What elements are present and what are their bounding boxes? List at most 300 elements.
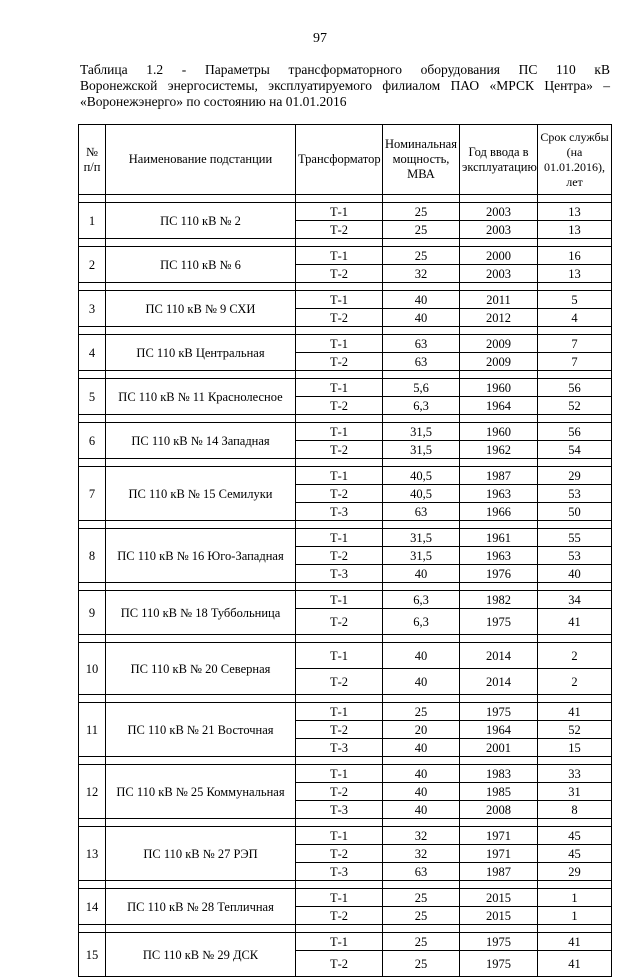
power-cell: 63: [383, 335, 460, 353]
year-cell: 1987: [460, 863, 538, 881]
substation-name: ПС 110 кВ № 9 СХИ: [106, 291, 296, 327]
header-name: Наименование подстанции: [106, 125, 296, 195]
substation-group: [79, 203, 612, 239]
caption-line-1: Таблица 1.2 - Параметры трансформаторного оборудования ПС 110 кВ: [80, 62, 610, 77]
substation-group: [79, 379, 612, 415]
spacer-cell: [538, 415, 612, 423]
transformer-cell: Т-1: [296, 467, 383, 485]
spacer-cell: [296, 881, 383, 889]
power-cell: 31,5: [383, 529, 460, 547]
spacer-cell: [79, 239, 106, 247]
spacer-row: [79, 371, 612, 379]
spacer-cell: [296, 195, 383, 203]
transformer-cell: Т-1: [296, 643, 383, 669]
substation-group: [79, 529, 612, 583]
year-cell: 1976: [460, 565, 538, 583]
service-life-cell: 54: [538, 441, 612, 459]
power-cell: 31,5: [383, 423, 460, 441]
spacer-cell: [538, 239, 612, 247]
year-cell: 2001: [460, 739, 538, 757]
service-life-cell: 15: [538, 739, 612, 757]
table-row: [79, 379, 612, 397]
caption-line-3: «Воронежэнерго» по состоянию на 01.01.2016: [80, 94, 347, 109]
table-row: [79, 247, 612, 265]
table-row: [79, 591, 612, 609]
substation-group: [79, 643, 612, 695]
substation-group: [79, 467, 612, 521]
power-cell: 25: [383, 247, 460, 265]
service-life-cell: 45: [538, 845, 612, 863]
spacer-cell: [106, 327, 296, 335]
service-life-cell: 31: [538, 783, 612, 801]
transformer-cell: Т-1: [296, 423, 383, 441]
spacer-cell: [383, 925, 460, 933]
spacer-cell: [538, 371, 612, 379]
row-number: 6: [79, 423, 106, 459]
substation-name: ПС 110 кВ № 16 Юго-Западная: [106, 529, 296, 583]
power-cell: 25: [383, 221, 460, 239]
power-cell: 40: [383, 565, 460, 583]
transformer-cell: Т-1: [296, 933, 383, 951]
spacer-row: [79, 635, 612, 643]
power-cell: 5,6: [383, 379, 460, 397]
substation-group: [79, 765, 612, 819]
spacer-cell: [296, 635, 383, 643]
substation-name: ПС 110 кВ № 15 Семилуки: [106, 467, 296, 521]
substation-group: [79, 423, 612, 459]
transformer-cell: Т-1: [296, 291, 383, 309]
substation-name: ПС 110 кВ № 6: [106, 247, 296, 283]
spacer-cell: [383, 819, 460, 827]
spacer-cell: [538, 695, 612, 703]
year-cell: 1975: [460, 609, 538, 635]
power-cell: 25: [383, 951, 460, 977]
spacer-row: [79, 327, 612, 335]
year-cell: 2009: [460, 335, 538, 353]
power-cell: 25: [383, 933, 460, 951]
table-row: [79, 467, 612, 485]
spacer-cell: [383, 415, 460, 423]
table-row: [79, 291, 612, 309]
power-cell: 63: [383, 353, 460, 371]
spacer-cell: [460, 239, 538, 247]
spacer-row: [79, 695, 612, 703]
row-number: 9: [79, 591, 106, 635]
spacer-cell: [538, 195, 612, 203]
power-cell: 20: [383, 721, 460, 739]
substation-group: [79, 291, 612, 327]
spacer-row: [79, 583, 612, 591]
row-number: 8: [79, 529, 106, 583]
spacer-row: [79, 415, 612, 423]
year-cell: 1975: [460, 933, 538, 951]
spacer-cell: [79, 757, 106, 765]
spacer-cell: [383, 521, 460, 529]
spacer-cell: [460, 521, 538, 529]
spacer-cell: [106, 925, 296, 933]
transformer-cell: Т-2: [296, 907, 383, 925]
spacer-cell: [538, 881, 612, 889]
table-row: [79, 529, 612, 547]
year-cell: 2009: [460, 353, 538, 371]
transformer-cell: Т-3: [296, 739, 383, 757]
power-cell: 6,3: [383, 609, 460, 635]
spacer-cell: [383, 371, 460, 379]
spacer-cell: [79, 327, 106, 335]
service-life-cell: 33: [538, 765, 612, 783]
year-cell: 1975: [460, 703, 538, 721]
year-cell: 1960: [460, 379, 538, 397]
spacer-cell: [296, 757, 383, 765]
power-cell: 40: [383, 309, 460, 327]
spacer-cell: [296, 521, 383, 529]
service-life-cell: 2: [538, 669, 612, 695]
spacer-cell: [79, 283, 106, 291]
row-number: 13: [79, 827, 106, 881]
header-power: Номинальная мощность, МВА: [383, 125, 460, 195]
substation-group: [79, 591, 612, 635]
spacer-cell: [383, 195, 460, 203]
service-life-cell: 40: [538, 565, 612, 583]
service-life-cell: 29: [538, 863, 612, 881]
spacer-cell: [79, 583, 106, 591]
spacer-cell: [79, 371, 106, 379]
spacer-cell: [296, 283, 383, 291]
year-cell: 1987: [460, 467, 538, 485]
table-row: [79, 423, 612, 441]
transformer-cell: Т-1: [296, 591, 383, 609]
spacer-cell: [296, 583, 383, 591]
row-number: 14: [79, 889, 106, 925]
service-life-cell: 1: [538, 889, 612, 907]
service-life-cell: 16: [538, 247, 612, 265]
service-life-cell: 56: [538, 423, 612, 441]
spacer-cell: [106, 283, 296, 291]
spacer-cell: [296, 459, 383, 467]
year-cell: 1983: [460, 765, 538, 783]
power-cell: 40: [383, 765, 460, 783]
header-num: № п/п: [79, 125, 106, 195]
service-life-cell: 50: [538, 503, 612, 521]
table-row: [79, 703, 612, 721]
service-life-cell: 53: [538, 547, 612, 565]
service-life-cell: 5: [538, 291, 612, 309]
power-cell: 40: [383, 783, 460, 801]
spacer-cell: [106, 881, 296, 889]
transformer-cell: Т-1: [296, 335, 383, 353]
transformer-cell: Т-1: [296, 247, 383, 265]
substation-name: ПС 110 кВ № 27 РЭП: [106, 827, 296, 881]
substation-name: ПС 110 кВ № 29 ДСК: [106, 933, 296, 977]
transformer-cell: Т-2: [296, 485, 383, 503]
substation-name: ПС 110 кВ № 14 Западная: [106, 423, 296, 459]
transformer-cell: Т-3: [296, 503, 383, 521]
table-row: [79, 827, 612, 845]
year-cell: 1985: [460, 783, 538, 801]
spacer-cell: [538, 819, 612, 827]
transformer-cell: Т-3: [296, 801, 383, 819]
spacer-cell: [460, 925, 538, 933]
spacer-row: [79, 925, 612, 933]
power-cell: 25: [383, 203, 460, 221]
header-transformer: Трансформатор: [296, 125, 383, 195]
substation-group: [79, 827, 612, 881]
year-cell: 2011: [460, 291, 538, 309]
transformer-cell: Т-2: [296, 547, 383, 565]
service-life-cell: 13: [538, 265, 612, 283]
substation-name: ПС 110 кВ № 11 Краснолесное: [106, 379, 296, 415]
spacer-cell: [460, 695, 538, 703]
table-caption: [80, 62, 610, 110]
transformer-cell: Т-2: [296, 265, 383, 283]
substation-name: ПС 110 кВ № 25 Коммунальная: [106, 765, 296, 819]
service-life-cell: 13: [538, 203, 612, 221]
spacer-cell: [79, 415, 106, 423]
service-life-cell: 41: [538, 703, 612, 721]
row-number: 1: [79, 203, 106, 239]
year-cell: 1961: [460, 529, 538, 547]
substation-group: [79, 889, 612, 925]
service-life-cell: 41: [538, 609, 612, 635]
table-row: [79, 643, 612, 669]
service-life-cell: 7: [538, 353, 612, 371]
service-life-cell: 41: [538, 933, 612, 951]
spacer-cell: [106, 415, 296, 423]
power-cell: 32: [383, 845, 460, 863]
spacer-cell: [106, 819, 296, 827]
year-cell: 1960: [460, 423, 538, 441]
spacer-cell: [296, 371, 383, 379]
transformer-cell: Т-1: [296, 529, 383, 547]
power-cell: 31,5: [383, 441, 460, 459]
transformer-cell: Т-1: [296, 765, 383, 783]
spacer-cell: [538, 327, 612, 335]
spacer-cell: [538, 283, 612, 291]
power-cell: 40: [383, 643, 460, 669]
spacer-cell: [538, 635, 612, 643]
spacer-cell: [296, 327, 383, 335]
year-cell: 2008: [460, 801, 538, 819]
spacer-cell: [383, 695, 460, 703]
year-cell: 1971: [460, 827, 538, 845]
spacer-cell: [383, 881, 460, 889]
spacer-cell: [79, 925, 106, 933]
spacer-cell: [79, 521, 106, 529]
transformer-cell: Т-2: [296, 441, 383, 459]
spacer-cell: [79, 819, 106, 827]
row-number: 5: [79, 379, 106, 415]
service-life-cell: 41: [538, 951, 612, 977]
spacer-cell: [79, 195, 106, 203]
service-life-cell: 45: [538, 827, 612, 845]
power-cell: 40: [383, 739, 460, 757]
transformer-cell: Т-1: [296, 379, 383, 397]
power-cell: 32: [383, 265, 460, 283]
power-cell: 40: [383, 291, 460, 309]
power-cell: 25: [383, 703, 460, 721]
year-cell: 2015: [460, 907, 538, 925]
transformer-table: [78, 124, 612, 977]
spacer-cell: [79, 695, 106, 703]
spacer-cell: [460, 415, 538, 423]
year-cell: 1982: [460, 591, 538, 609]
power-cell: 25: [383, 889, 460, 907]
year-cell: 1966: [460, 503, 538, 521]
service-life-cell: 53: [538, 485, 612, 503]
spacer-cell: [106, 757, 296, 765]
spacer-cell: [460, 819, 538, 827]
year-cell: 2003: [460, 203, 538, 221]
transformer-cell: Т-3: [296, 565, 383, 583]
spacer-cell: [538, 583, 612, 591]
power-cell: 32: [383, 827, 460, 845]
transformer-cell: Т-2: [296, 221, 383, 239]
spacer-cell: [296, 239, 383, 247]
substation-group: [79, 247, 612, 283]
year-cell: 2015: [460, 889, 538, 907]
year-cell: 2012: [460, 309, 538, 327]
row-number: 11: [79, 703, 106, 757]
power-cell: 40: [383, 801, 460, 819]
substation-group: [79, 335, 612, 371]
spacer-row: [79, 195, 612, 203]
service-life-cell: 7: [538, 335, 612, 353]
spacer-row: [79, 521, 612, 529]
service-life-cell: 56: [538, 379, 612, 397]
spacer-cell: [383, 239, 460, 247]
spacer-cell: [296, 819, 383, 827]
service-life-cell: 1: [538, 907, 612, 925]
year-cell: 1962: [460, 441, 538, 459]
substation-name: ПС 110 кВ № 28 Тепличная: [106, 889, 296, 925]
table-row: [79, 203, 612, 221]
spacer-cell: [460, 283, 538, 291]
transformer-cell: Т-2: [296, 721, 383, 739]
service-life-cell: 13: [538, 221, 612, 239]
substation-group: [79, 933, 612, 977]
spacer-row: [79, 881, 612, 889]
spacer-cell: [460, 881, 538, 889]
table-row: [79, 335, 612, 353]
power-cell: 31,5: [383, 547, 460, 565]
service-life-cell: 52: [538, 721, 612, 739]
table-row: [79, 765, 612, 783]
transformer-cell: Т-3: [296, 863, 383, 881]
year-cell: 1975: [460, 951, 538, 977]
spacer-cell: [460, 757, 538, 765]
power-cell: 40,5: [383, 467, 460, 485]
row-number: 2: [79, 247, 106, 283]
spacer-cell: [538, 757, 612, 765]
spacer-cell: [106, 521, 296, 529]
year-cell: 1963: [460, 485, 538, 503]
spacer-row: [79, 283, 612, 291]
year-cell: 1963: [460, 547, 538, 565]
spacer-cell: [460, 635, 538, 643]
spacer-row: [79, 757, 612, 765]
year-cell: 1964: [460, 721, 538, 739]
substation-name: ПС 110 кВ Центральная: [106, 335, 296, 371]
spacer-cell: [460, 371, 538, 379]
substation-group: [79, 703, 612, 757]
spacer-cell: [79, 881, 106, 889]
header-year: Год ввода в эксплуатацию: [460, 125, 538, 195]
spacer-cell: [79, 459, 106, 467]
spacer-cell: [383, 583, 460, 591]
table-row: [79, 889, 612, 907]
spacer-cell: [383, 459, 460, 467]
transformer-cell: Т-2: [296, 397, 383, 415]
year-cell: 2014: [460, 669, 538, 695]
spacer-row: [79, 819, 612, 827]
header-service-life: Срок службы (на 01.01.2016), лет: [538, 125, 612, 195]
year-cell: 2014: [460, 643, 538, 669]
power-cell: 40: [383, 669, 460, 695]
spacer-row: [79, 239, 612, 247]
year-cell: 2000: [460, 247, 538, 265]
spacer-cell: [538, 521, 612, 529]
spacer-cell: [383, 327, 460, 335]
row-number: 10: [79, 643, 106, 695]
power-cell: 63: [383, 503, 460, 521]
service-life-cell: 52: [538, 397, 612, 415]
service-life-cell: 2: [538, 643, 612, 669]
page-number: 97: [313, 31, 327, 46]
spacer-cell: [538, 925, 612, 933]
transformer-cell: Т-2: [296, 845, 383, 863]
table-row: [79, 933, 612, 951]
spacer-cell: [79, 635, 106, 643]
spacer-cell: [460, 195, 538, 203]
spacer-cell: [106, 371, 296, 379]
row-number: 15: [79, 933, 106, 977]
substation-name: ПС 110 кВ № 21 Восточная: [106, 703, 296, 757]
transformer-cell: Т-1: [296, 203, 383, 221]
transformer-cell: Т-2: [296, 783, 383, 801]
spacer-cell: [296, 925, 383, 933]
substation-name: ПС 110 кВ № 20 Северная: [106, 643, 296, 695]
spacer-cell: [538, 459, 612, 467]
spacer-cell: [296, 415, 383, 423]
service-life-cell: 29: [538, 467, 612, 485]
transformer-cell: Т-2: [296, 951, 383, 977]
service-life-cell: 8: [538, 801, 612, 819]
spacer-cell: [383, 635, 460, 643]
transformer-cell: Т-2: [296, 609, 383, 635]
substation-name: ПС 110 кВ № 18 Туббольница: [106, 591, 296, 635]
service-life-cell: 4: [538, 309, 612, 327]
transformer-cell: Т-2: [296, 353, 383, 371]
transformer-cell: Т-2: [296, 669, 383, 695]
row-number: 7: [79, 467, 106, 521]
row-number: 4: [79, 335, 106, 371]
spacer-cell: [296, 695, 383, 703]
caption-line-2: Воронежской энергосистемы, эксплуатируемого филиалом ПАО «МРСК Центра» –: [80, 78, 610, 93]
spacer-cell: [383, 283, 460, 291]
spacer-cell: [383, 757, 460, 765]
spacer-cell: [460, 583, 538, 591]
year-cell: 2003: [460, 265, 538, 283]
power-cell: 63: [383, 863, 460, 881]
spacer-cell: [106, 583, 296, 591]
spacer-cell: [106, 635, 296, 643]
spacer-cell: [460, 459, 538, 467]
transformer-cell: Т-2: [296, 309, 383, 327]
table-header-row: [79, 125, 612, 195]
power-cell: 6,3: [383, 591, 460, 609]
row-number: 3: [79, 291, 106, 327]
substation-name: ПС 110 кВ № 2: [106, 203, 296, 239]
